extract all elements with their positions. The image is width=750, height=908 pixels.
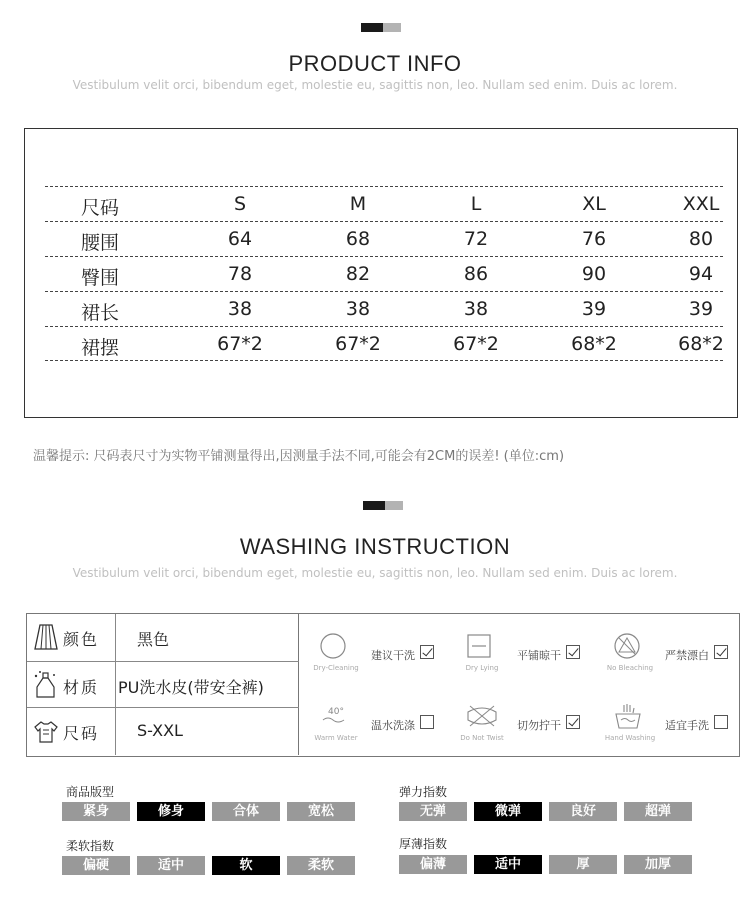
row-label: 臀围 <box>81 267 120 289</box>
table-cell: 64 <box>227 228 253 250</box>
dry-flat-icon <box>465 632 493 660</box>
index-option-selected: 软 <box>212 856 280 875</box>
care-item-no-wring: Do Not Twist 切勿拧干 <box>445 694 590 754</box>
table-cell: 67*2 <box>217 333 263 355</box>
svg-text:40°: 40° <box>328 707 344 717</box>
index-option: 适中 <box>137 856 205 875</box>
table-cell: 38 <box>227 298 253 320</box>
attribute-value: S-XXL <box>137 721 183 740</box>
care-text: 适宜手洗 <box>665 719 709 732</box>
size-table <box>45 186 723 361</box>
size-header-xl: XL <box>582 193 606 215</box>
size-header-xxl: XXL <box>682 193 720 215</box>
product-info-subtitle: Vestibulum velit orci, bibendum eget, molestie eu, sagittis non, leo. Nullam sed enim. Duis ac lorem. <box>72 78 678 92</box>
table-row <box>45 291 723 326</box>
care-item-dry-clean: Dry-Cleaning 建议干洗 <box>299 624 444 684</box>
size-header-l: L <box>470 193 482 215</box>
row-label: 腰围 <box>81 232 120 254</box>
table-cell: 68*2 <box>678 333 724 355</box>
size-header-row <box>45 186 723 221</box>
care-item-hand-wash: Hand Washing 适宜手洗 <box>593 694 738 754</box>
care-item-dry-flat: Dry Lying 平铺晾干 <box>445 624 590 684</box>
size-header-m: M <box>349 193 367 215</box>
table-cell: 90 <box>581 263 607 285</box>
table-cell: 94 <box>688 263 714 285</box>
product-info-title: PRODUCT INFO <box>288 51 462 76</box>
table-cell: 68*2 <box>571 333 617 355</box>
attribute-row-material <box>27 661 299 708</box>
care-text: 切勿拧干 <box>517 719 561 732</box>
row-label: 裙长 <box>81 302 120 324</box>
attribute-value: PU洗水皮(带安全裤) <box>118 678 264 697</box>
size-header-s: S <box>233 193 247 215</box>
washing-table <box>26 613 740 757</box>
row-label: 裙摆 <box>81 337 120 359</box>
index-option: 加厚 <box>624 855 692 874</box>
index-title: 商品版型 <box>66 785 115 799</box>
washing-title: WASHING INSTRUCTION <box>239 534 511 559</box>
skirt-icon <box>33 622 59 652</box>
hand-wash-icon <box>613 702 643 730</box>
no-bleach-icon <box>613 632 641 660</box>
care-text: 温水洗涤 <box>371 719 415 732</box>
index-option: 宽松 <box>287 802 355 821</box>
washing-subtitle: Vestibulum velit orci, bibendum eget, molestie eu, sagittis non, leo. Nullam sed enim. Duis ac lorem. <box>72 566 678 580</box>
care-item-warm-water: 40° Warm Water 温水洗涤 <box>299 694 444 754</box>
no-wring-icon <box>465 702 499 730</box>
index-option: 良好 <box>549 802 617 821</box>
table-row <box>45 221 723 256</box>
table-cell: 78 <box>227 263 253 285</box>
size-chart <box>24 128 738 418</box>
size-header-label: 尺码 <box>81 197 120 219</box>
table-cell: 68 <box>345 228 371 250</box>
bottle-icon <box>33 670 59 700</box>
care-checkbox <box>420 715 434 729</box>
warm-water-icon <box>319 702 349 730</box>
index-option: 偏硬 <box>62 856 130 875</box>
table-cell: 39 <box>688 298 714 320</box>
care-text: 平铺晾干 <box>517 649 561 662</box>
table-cell: 38 <box>463 298 489 320</box>
table-cell: 82 <box>345 263 371 285</box>
index-option: 合体 <box>212 802 280 821</box>
table-cell: 67*2 <box>335 333 381 355</box>
table-row <box>45 326 723 361</box>
index-option: 柔软 <box>287 856 355 875</box>
index-option-selected: 适中 <box>474 855 542 874</box>
care-text: 建议干洗 <box>371 649 415 662</box>
care-checkbox <box>714 715 728 729</box>
table-cell: 86 <box>463 263 489 285</box>
attribute-row-size <box>27 708 299 755</box>
attribute-row-color <box>27 614 299 661</box>
index-option: 偏薄 <box>399 855 467 874</box>
attribute-label: 颜色 <box>63 630 100 649</box>
attribute-value: 黑色 <box>137 630 170 649</box>
table-cell: 39 <box>581 298 607 320</box>
table-cell: 76 <box>581 228 607 250</box>
dry-clean-icon <box>319 632 347 660</box>
table-cell: 72 <box>463 228 489 250</box>
section-marker <box>361 23 401 32</box>
table-cell: 67*2 <box>453 333 499 355</box>
index-option: 厚 <box>549 855 617 874</box>
attribute-label: 材质 <box>63 678 100 697</box>
care-item-no-bleach: No Bleaching 严禁漂白 <box>593 624 738 684</box>
index-option: 紧身 <box>62 802 130 821</box>
shirt-icon <box>33 716 59 746</box>
care-instructions <box>299 614 739 755</box>
care-checkbox <box>566 645 580 659</box>
table-row <box>45 256 723 291</box>
index-option-selected: 微弹 <box>474 802 542 821</box>
index-option-selected: 修身 <box>137 802 205 821</box>
care-checkbox <box>714 645 728 659</box>
section-marker <box>363 501 403 510</box>
index-title: 厚薄指数 <box>399 837 448 851</box>
table-cell: 80 <box>688 228 714 250</box>
index-title: 柔软指数 <box>66 839 115 853</box>
index-option: 无弹 <box>399 802 467 821</box>
attribute-list <box>27 614 299 755</box>
index-option: 超弹 <box>624 802 692 821</box>
size-tip: 温馨提示: 尺码表尺寸为实物平铺测量得出,因测量手法不同,可能会有2CM的误差! (单位:cm) <box>33 449 565 464</box>
index-title: 弹力指数 <box>399 785 448 799</box>
table-cell: 38 <box>345 298 371 320</box>
attribute-label: 尺码 <box>63 724 100 743</box>
care-text: 严禁漂白 <box>665 649 709 662</box>
care-checkbox <box>566 715 580 729</box>
care-checkbox <box>420 645 434 659</box>
